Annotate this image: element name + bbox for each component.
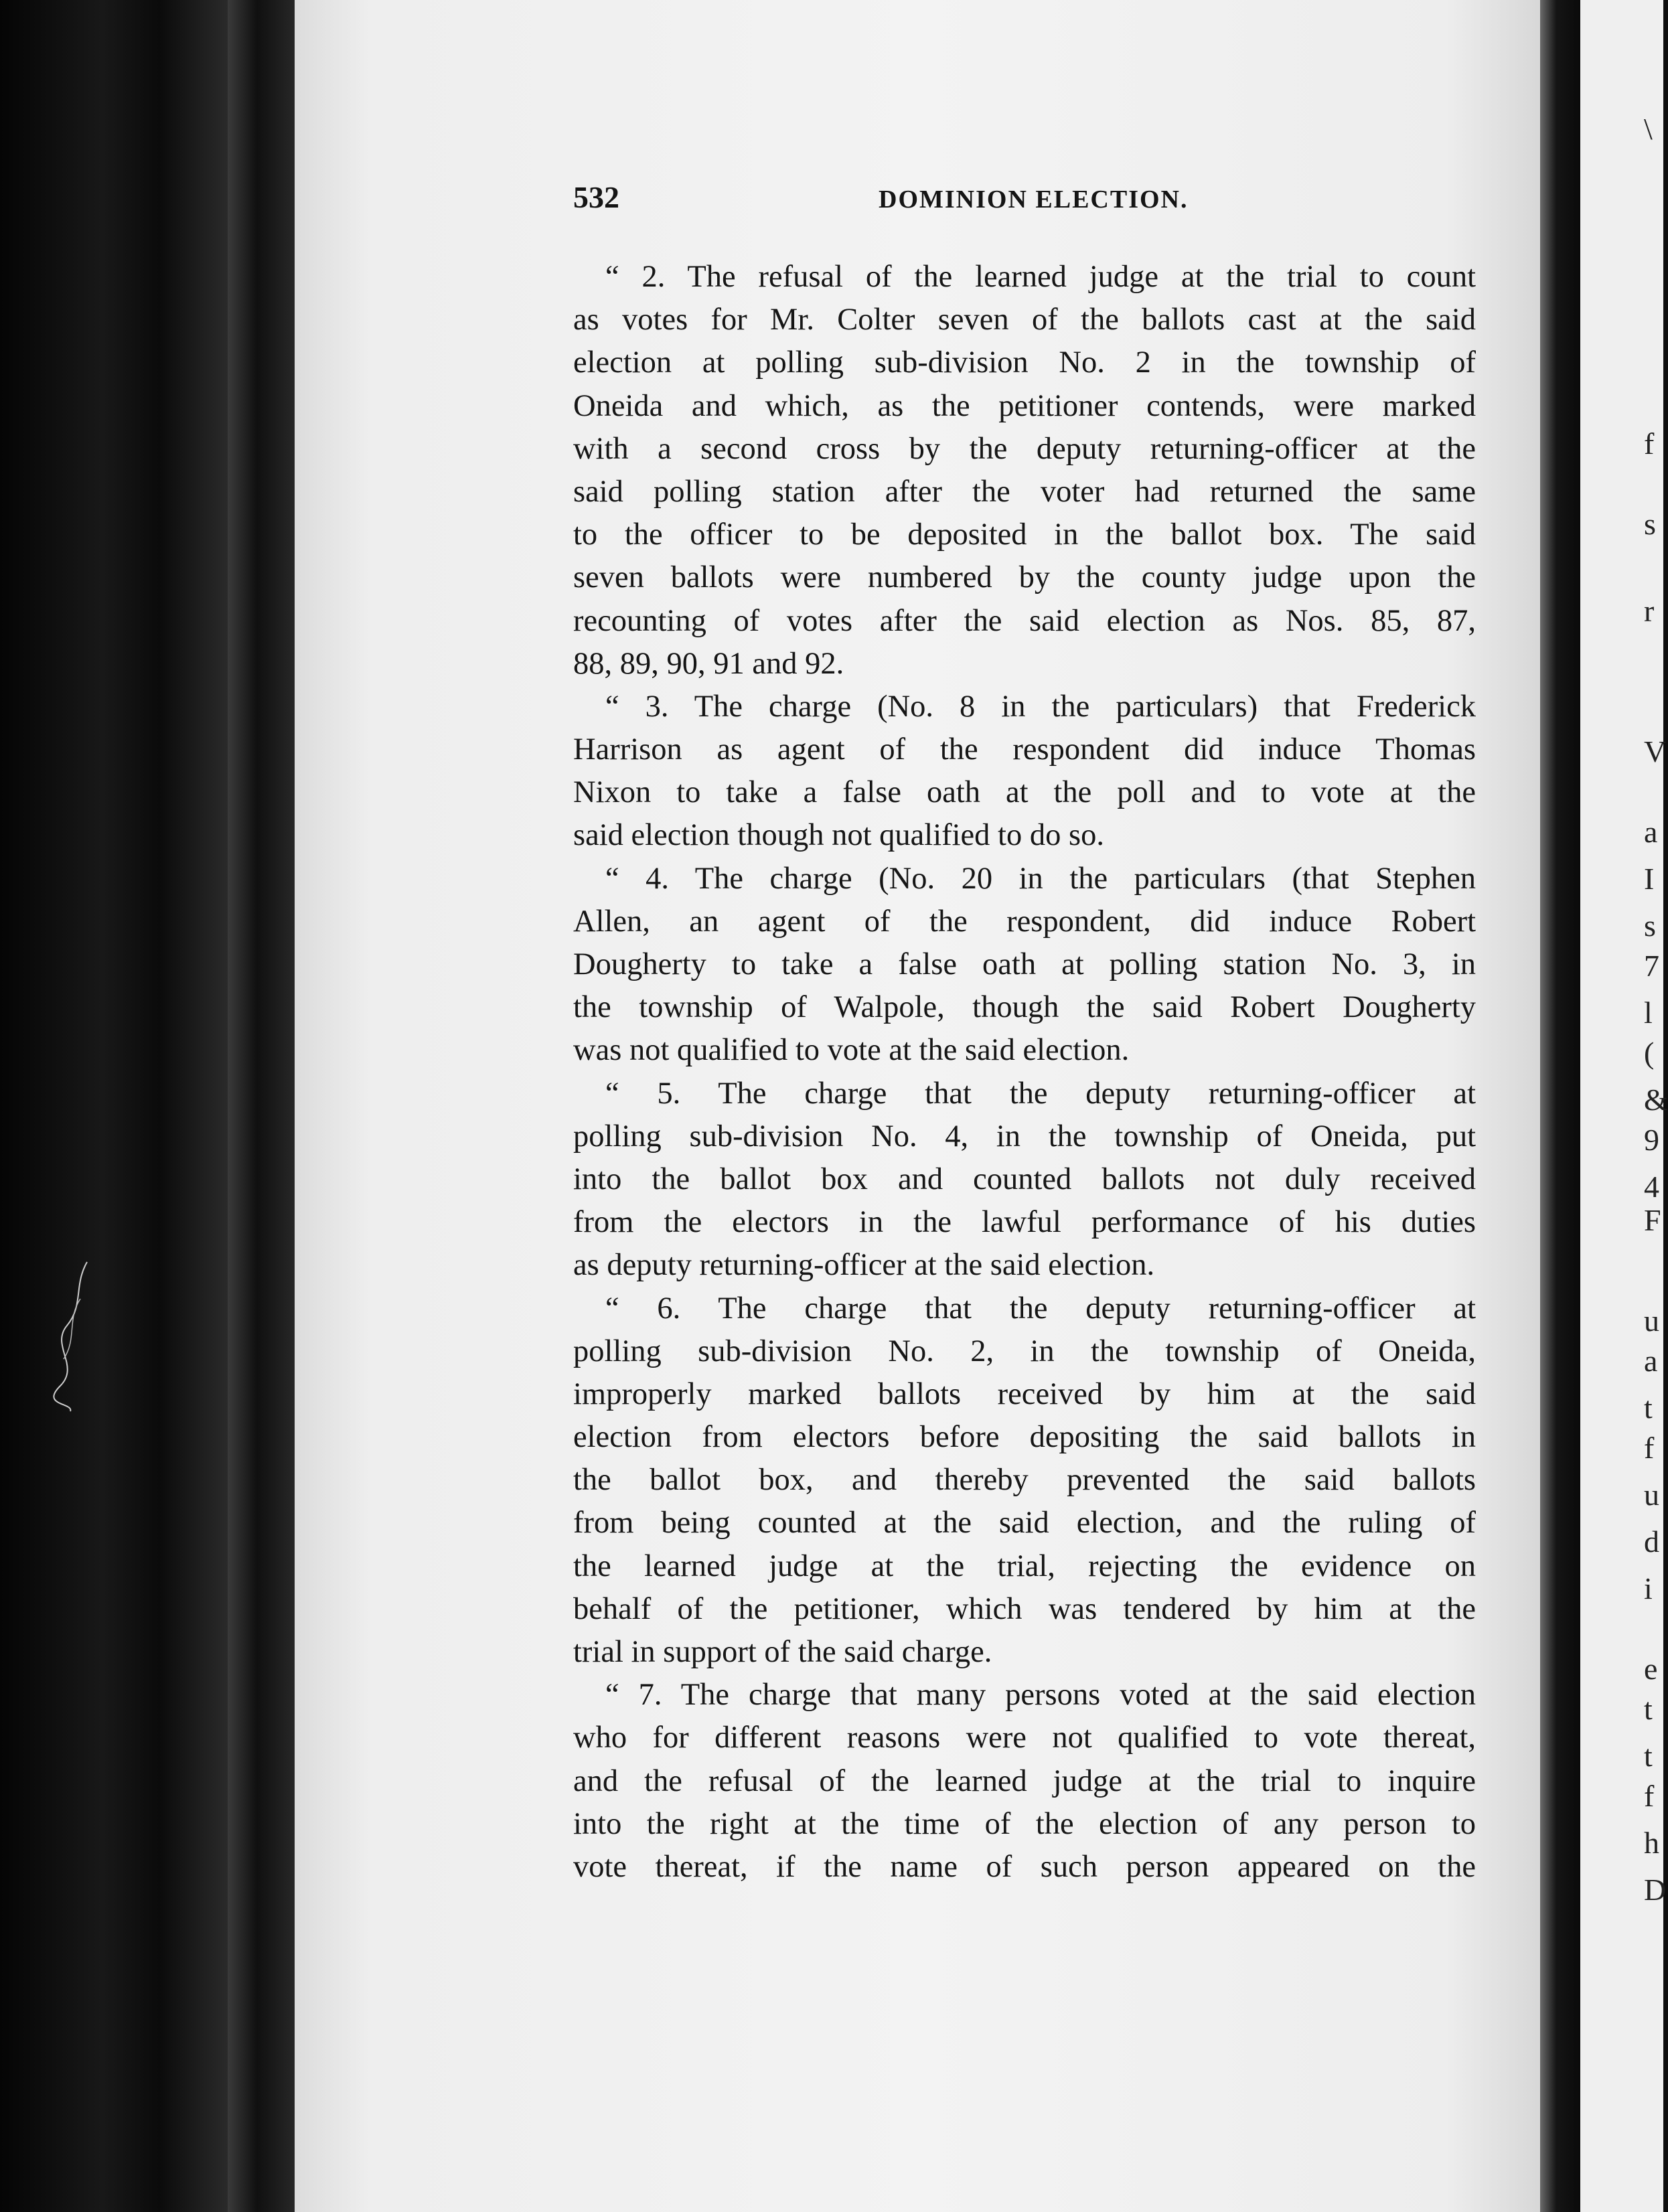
facing-page-char: a	[1644, 1344, 1658, 1378]
facing-page-char: f	[1644, 426, 1655, 461]
page-gutter	[1540, 0, 1580, 2212]
facing-page-char: &	[1644, 1083, 1668, 1117]
text-line: election at polling sub-division No. 2 in the township of	[573, 345, 1476, 380]
facing-page-char: h	[1644, 1826, 1659, 1860]
page-number: 532	[573, 180, 619, 214]
facing-page-char: f	[1644, 1431, 1655, 1465]
text-line: “ 3. The charge (No. 8 in the particulars) that Frederick	[605, 689, 1476, 724]
text-line: from being counted at the said election, and the ruling of	[573, 1506, 1476, 1540]
text-line: Harrison as agent of the respondent did induce Thomas	[573, 732, 1476, 767]
facing-page-char: d	[1644, 1524, 1659, 1559]
facing-page-char: 9	[1644, 1123, 1659, 1157]
text-line: “ 5. The charge that the deputy returning-officer at	[605, 1076, 1476, 1111]
text-line: “ 4. The charge (No. 20 in the particulars (that Stephen	[605, 861, 1476, 896]
binding-edge	[228, 0, 301, 2212]
text-line: the ballot box, and thereby prevented the said ballots	[573, 1463, 1476, 1498]
facing-page-char: f	[1644, 1779, 1655, 1813]
text-line: behalf of the petitioner, which was tendered by him at the	[573, 1591, 1476, 1626]
text-line: into the right at the time of the election of any person to	[573, 1806, 1476, 1841]
facing-page-char: s	[1644, 908, 1656, 943]
text-line: polling sub-division No. 2, in the township of Oneida,	[573, 1334, 1476, 1368]
text-line: as deputy returning-officer at the said election.	[573, 1248, 1155, 1283]
text-line: “ 7. The charge that many persons voted at the said election	[605, 1678, 1476, 1713]
facing-page-char: l	[1644, 996, 1653, 1030]
facing-page-char: r	[1644, 594, 1655, 628]
text-line: polling sub-division No. 4, in the township of Oneida, put	[573, 1119, 1476, 1154]
running-header	[573, 179, 1476, 226]
facing-page-char: (	[1644, 1036, 1655, 1070]
text-line: recounting of votes after the said election as Nos. 85, 87,	[573, 603, 1476, 638]
text-line: the learned judge at the trial, rejecting the evidence on	[573, 1549, 1476, 1583]
text-line: from the electors in the lawful performance of his duties	[573, 1205, 1476, 1240]
body-text	[573, 256, 1476, 1889]
book-binding	[0, 0, 228, 2212]
facing-page-char: 4	[1644, 1170, 1659, 1204]
facing-page-char: a	[1644, 815, 1658, 849]
text-line: and the refusal of the learned judge at the trial to inquire	[573, 1763, 1476, 1798]
loose-thread	[47, 1259, 94, 1413]
text-line: to the officer to be deposited in the ballot box. The said	[573, 518, 1476, 552]
text-line: with a second cross by the deputy returning-officer at the	[573, 431, 1476, 466]
text-line: Oneida and which, as the petitioner contends, were marked	[573, 388, 1476, 423]
text-line: into the ballot box and counted ballots not duly received	[573, 1162, 1476, 1196]
text-line: 88, 89, 90, 91 and 92.	[573, 646, 844, 681]
text-line: vote thereat, if the name of such person appeared on the	[573, 1849, 1476, 1884]
running-title: DOMINION ELECTION.	[879, 185, 1189, 214]
facing-page-char: F	[1644, 1203, 1661, 1237]
text-line: “ 6. The charge that the deputy returning-officer at	[605, 1291, 1476, 1326]
text-line: election from electors before depositing the said ballots in	[573, 1420, 1476, 1455]
facing-page-char: u	[1644, 1478, 1659, 1512]
facing-page-char: I	[1644, 862, 1655, 896]
text-line: seven ballots were numbered by the county judge upon the	[573, 560, 1476, 595]
text-line: trial in support of the said charge.	[573, 1635, 992, 1669]
facing-page-char: V	[1644, 734, 1667, 769]
facing-page-char: t	[1644, 1692, 1653, 1726]
text-line: as votes for Mr. Colter seven of the ballots cast at the said	[573, 303, 1476, 337]
text-line: Dougherty to take a false oath at polling station No. 3, in	[573, 947, 1476, 981]
facing-page-char: i	[1644, 1571, 1653, 1605]
facing-page-char: D	[1644, 1873, 1667, 1907]
facing-page-char: 7	[1644, 949, 1659, 983]
text-line: said election though not qualified to do so.	[573, 818, 1104, 853]
text-line: “ 2. The refusal of the learned judge at the trial to count	[605, 260, 1476, 294]
text-line: the township of Walpole, though the said Robert Dougherty	[573, 990, 1476, 1025]
facing-page-char: e	[1644, 1652, 1658, 1686]
facing-page-char: \	[1644, 112, 1653, 146]
facing-page-char: u	[1644, 1304, 1659, 1338]
facing-page-char: t	[1644, 1391, 1653, 1425]
text-line: who for different reasons were not qualified to vote thereat,	[573, 1721, 1476, 1755]
facing-page-char: t	[1644, 1739, 1653, 1773]
text-line: was not qualified to vote at the said election.	[573, 1033, 1130, 1068]
text-line: improperly marked ballots received by him at the said	[573, 1376, 1476, 1411]
facing-page-char: s	[1644, 507, 1656, 541]
text-line: Nixon to take a false oath at the poll and to vote at the	[573, 775, 1476, 810]
text-line: Allen, an agent of the respondent, did induce Robert	[573, 904, 1476, 939]
text-line: said polling station after the voter had returned the same	[573, 474, 1476, 509]
